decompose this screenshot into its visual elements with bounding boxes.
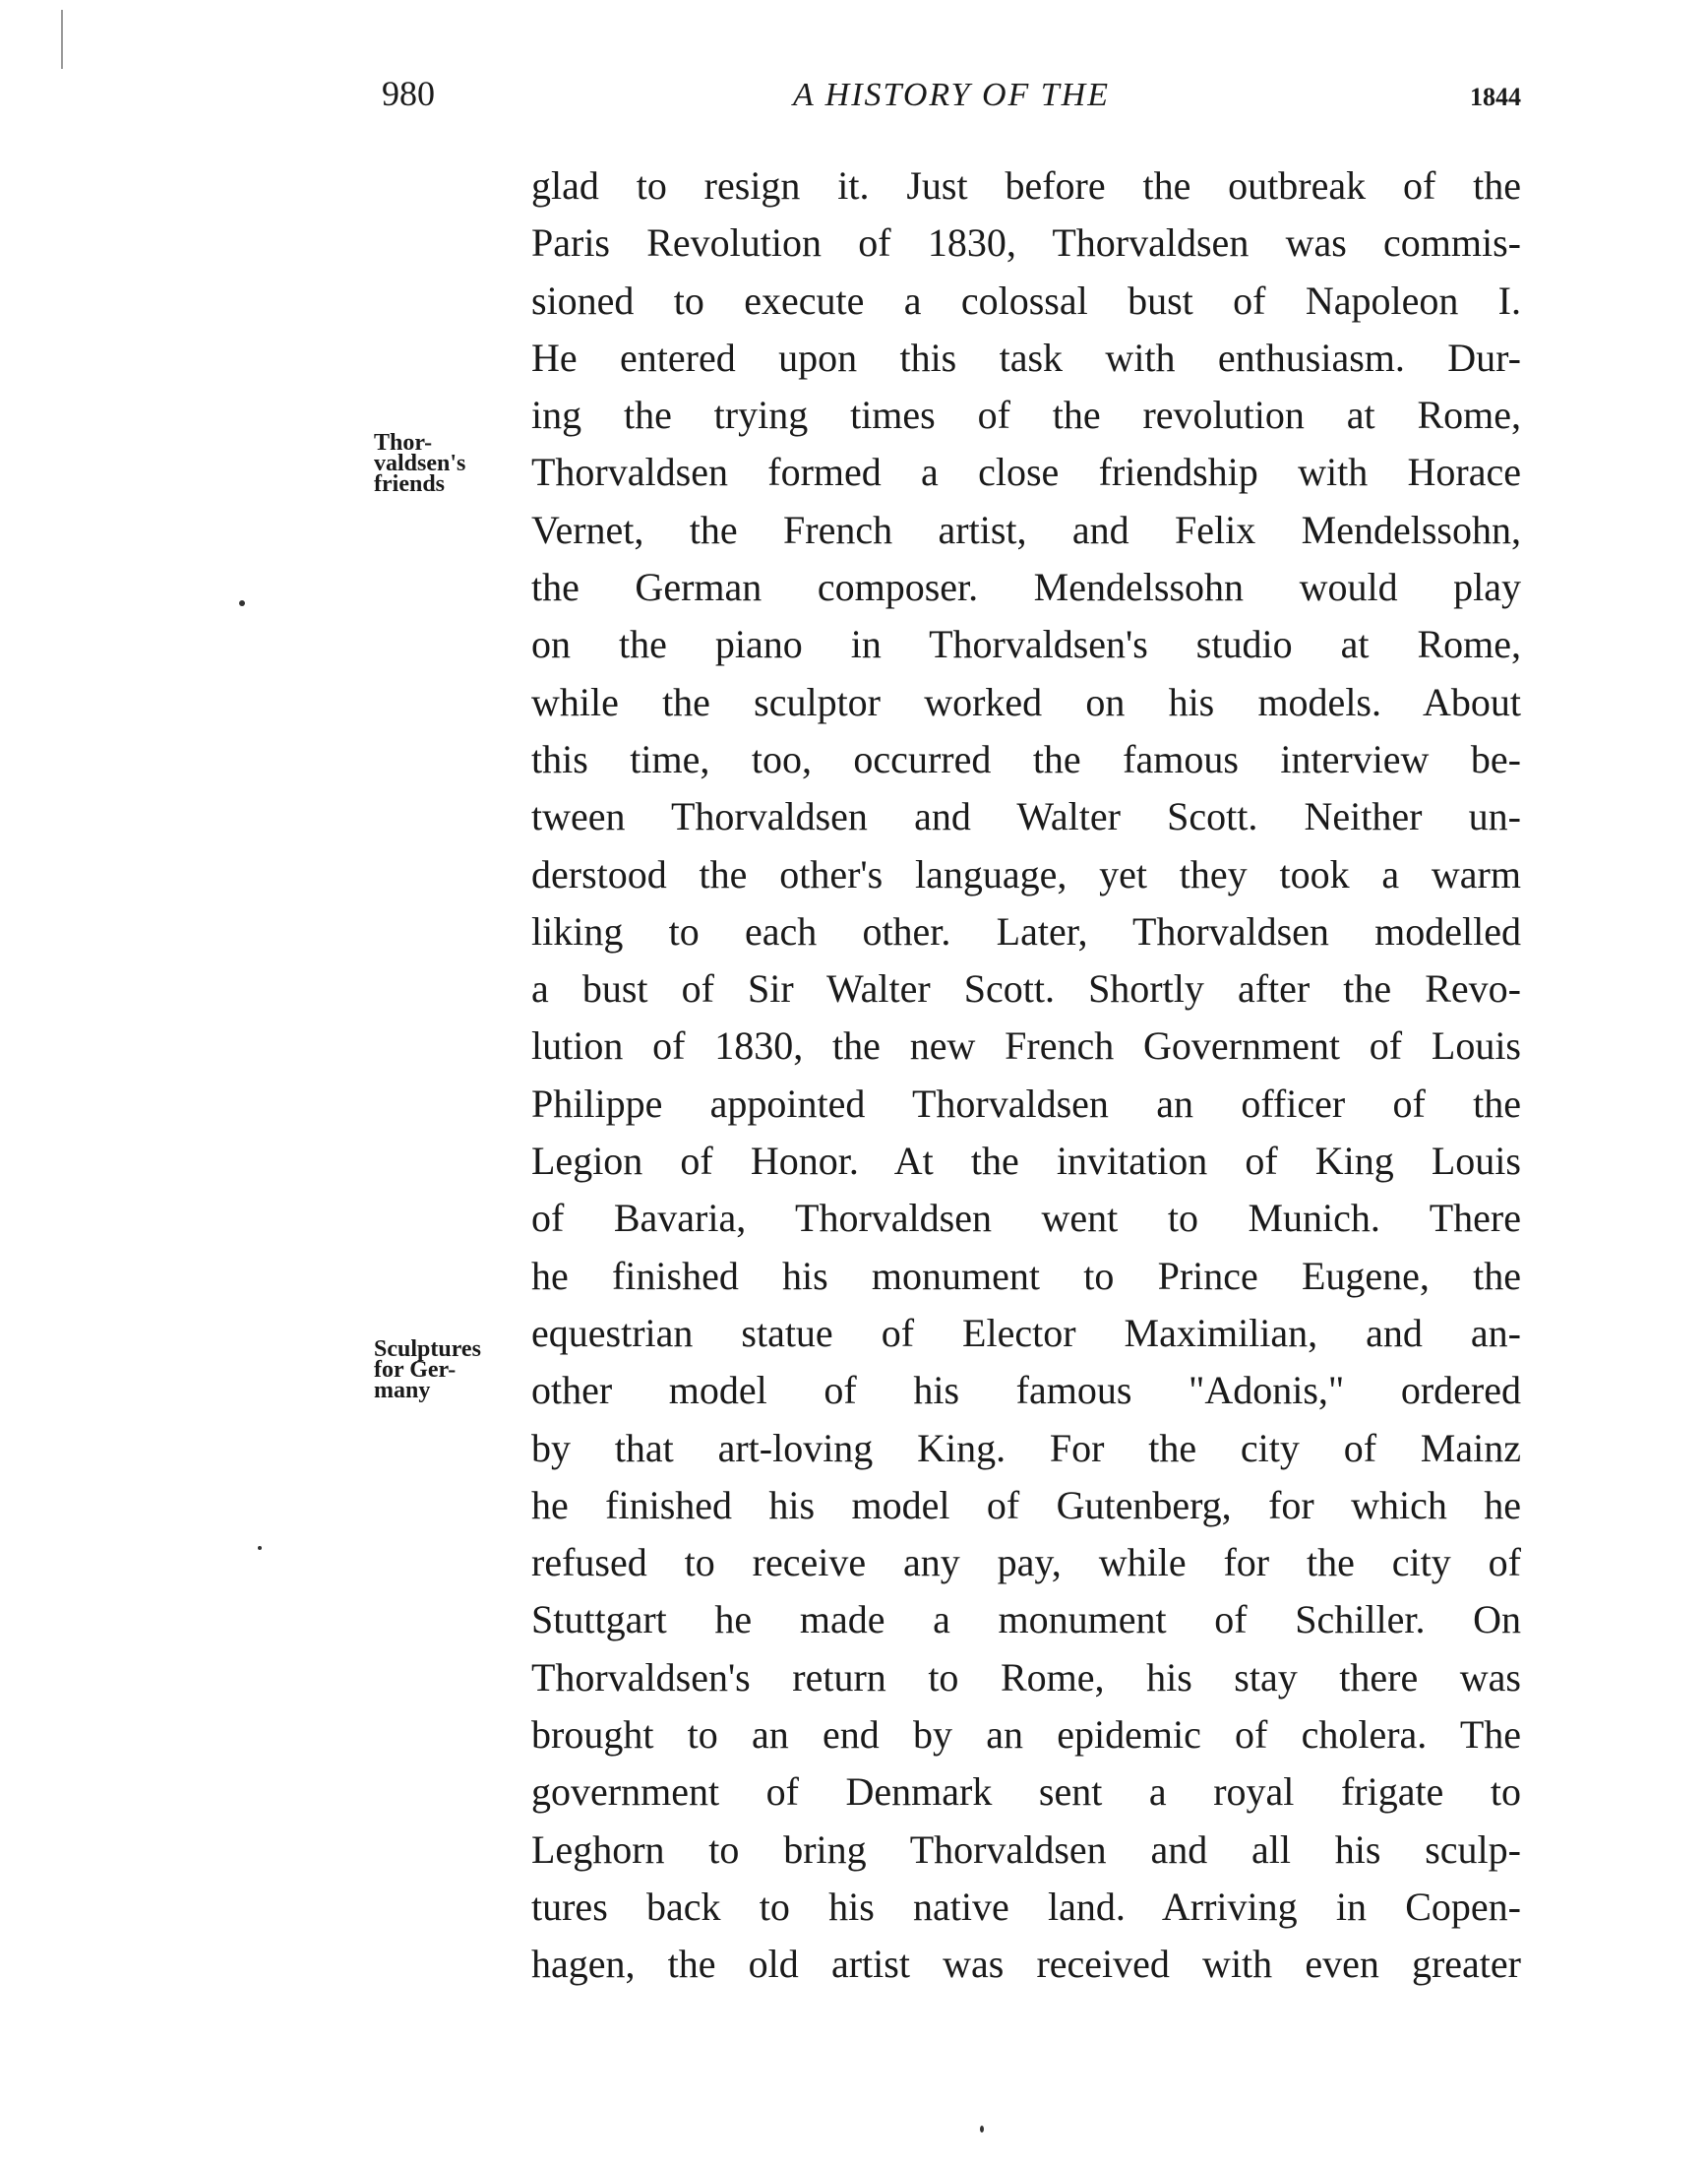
text-line: sioned to execute a colossal bust of Napoleon I. xyxy=(531,278,1521,323)
running-head xyxy=(382,69,1521,128)
text-line: liking to each other. Later, Thorvaldsen modelled xyxy=(531,908,1521,954)
text-line: while the sculptor worked on his models. About xyxy=(531,679,1521,724)
margin-note-friends xyxy=(374,430,466,497)
margin-note-line: Thor- xyxy=(374,430,433,456)
text-line: Philippe appointed Thorvaldsen an officer of the xyxy=(531,1081,1521,1126)
text-line: government of Denmark sent a royal frigate to xyxy=(531,1769,1521,1815)
text-line: he finished his model of Gutenberg, for which he xyxy=(531,1482,1521,1527)
body-text xyxy=(531,157,1521,1994)
margin-note-line: many xyxy=(374,1378,431,1403)
text-line: Vernet, the French artist, and Felix Mendelssohn, xyxy=(531,507,1521,552)
text-line: glad to resign it. Just before the outbreak of the xyxy=(531,163,1521,208)
text-line: derstood the other's language, yet they took a warm xyxy=(531,851,1521,897)
text-line: Thorvaldsen formed a close friendship with Horace xyxy=(531,450,1521,495)
margin-note-line: valdsen's xyxy=(374,451,466,476)
text-line: Legion of Honor. At the invitation of King Louis xyxy=(531,1139,1521,1184)
margin-note-sculptures xyxy=(374,1336,481,1403)
text-line: He entered upon this task with enthusiasm. Dur- xyxy=(531,335,1521,380)
scan-speck xyxy=(980,2126,984,2133)
text-line: this time, too, occurred the famous interview be- xyxy=(531,736,1521,781)
text-line: lution of 1830, the new French Government of Louis xyxy=(531,1023,1521,1069)
text-line: equestrian statue of Elector Maximilian, and an- xyxy=(531,1310,1521,1355)
scan-speck xyxy=(239,600,245,606)
text-line: a bust of Sir Walter Scott. Shortly after the Revo- xyxy=(531,966,1521,1012)
text-line: brought to an end by an epidemic of cholera. The xyxy=(531,1712,1521,1758)
running-title: A HISTORY OF THE xyxy=(793,77,1110,113)
text-line: hagen, the old artist was received with even greater xyxy=(531,1942,1521,1987)
text-line: Leghorn to bring Thorvaldsen and all his sculp- xyxy=(531,1826,1521,1872)
margin-note-line: Sculptures xyxy=(374,1336,481,1362)
text-line: refused to receive any pay, while for the city of xyxy=(531,1540,1521,1585)
text-line: on the piano in Thorvaldsen's studio at Rome, xyxy=(531,622,1521,667)
scan-speck xyxy=(258,1546,262,1550)
running-year: 1844 xyxy=(1470,83,1521,111)
margin-note-line: friends xyxy=(374,471,445,497)
text-line: the German composer. Mendelssohn would play xyxy=(531,565,1521,610)
text-line: tures back to his native land. Arriving in Copen- xyxy=(531,1884,1521,1929)
text-line: of Bavaria, Thorvaldsen went to Munich. There xyxy=(531,1196,1521,1241)
text-line: he finished his monument to Prince Eugene, the xyxy=(531,1253,1521,1298)
page-number: 980 xyxy=(382,74,435,113)
scan-edge-mark xyxy=(61,10,63,69)
text-line: tween Thorvaldsen and Walter Scott. Neither un- xyxy=(531,794,1521,839)
text-line: Paris Revolution of 1830, Thorvaldsen was commis- xyxy=(531,220,1521,266)
text-line: Thorvaldsen's return to Rome, his stay there was xyxy=(531,1654,1521,1700)
text-line: other model of his famous "Adonis," ordered xyxy=(531,1368,1521,1413)
margin-note-line: for Ger- xyxy=(374,1357,457,1383)
text-line: by that art-loving King. For the city of Mainz xyxy=(531,1425,1521,1470)
text-line: Stuttgart he made a monument of Schiller. On xyxy=(531,1597,1521,1642)
text-line: ing the trying times of the revolution at Rome, xyxy=(531,393,1521,438)
